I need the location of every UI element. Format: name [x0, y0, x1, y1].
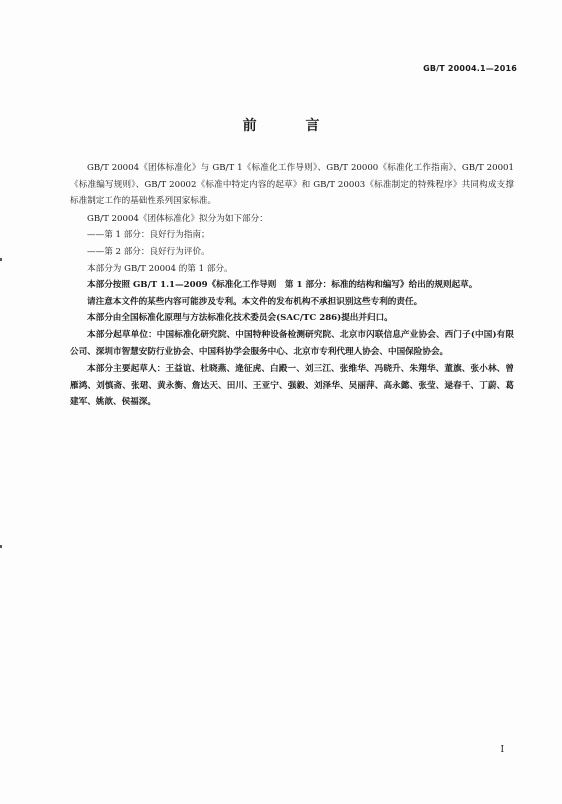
paragraph-patent-notice: 请注意本文件的某些内容可能涉及专利。本文件的发布机构不承担识别这些专利的责任。 [87, 296, 423, 307]
paragraph-parts-intro: GB/T 20004《团体标准化》拟分为如下部分： [87, 213, 268, 224]
page-title: 前 言 [242, 118, 342, 134]
paragraph-this-part: 本部分为 GB/T 20004 的第 1 部分。 [87, 263, 233, 274]
paragraph-series-intro: GB/T 20004《团体标准化》与 GB/T 1《标准化工作导则》、GB/T 20000《标准化工作指南》、GB/T 20001《标准编写规则》、GB/T 20002《标准中特定内容的起草》和 GB/T 20003《标准制定的特殊程序》共同构成支撑标准制定工作的基础性系列国家标准。 [70, 163, 514, 207]
paragraph-drafters: 本部分主要起草人：王益谊、杜晓燕、逄征虎、白殿一、刘三江、张维华、冯晓升、朱翔华、董旗、张小林、曾雁鸿、刘慎斋、张珺、黄永衡、詹达天、田川、王亚宁、强毅、刘泽华、吴丽萍、高永懿、张莹、逯春千、丁蔚、葛建军、姚歆、侯福深。 [70, 364, 514, 408]
standard-number: GB/T 20004.1—2016 [423, 64, 517, 73]
foreword-body [70, 160, 514, 411]
paragraph-drafting-units: 本部分起草单位：中国标准化研究院、中国特种设备检测研究院、北京市闪联信息产业协会、西门子(中国)有限公司、深圳市智慧安防行业协会、中国科协学会服务中心、北京市专利代理人协会、中国保险协会。 [70, 329, 514, 357]
paragraph-proposer: 本部分由全国标准化原理与方法标准化技术委员会(SAC/TC 286)提出并归口。 [87, 313, 393, 324]
list-item-part-2: ——第 2 部分：良好行为评价。 [87, 246, 210, 257]
scan-artifact [0, 545, 2, 548]
list-item-part-1: ——第 1 部分：良好行为指南； [87, 230, 210, 241]
page-number: I [500, 745, 504, 755]
scan-artifact [0, 258, 2, 261]
paragraph-drafting-rules: 本部分按照 GB/T 1.1—2009《标准化工作导则 第 1 部分：标准的结构和编写》给出的规则起草。 [87, 280, 478, 291]
